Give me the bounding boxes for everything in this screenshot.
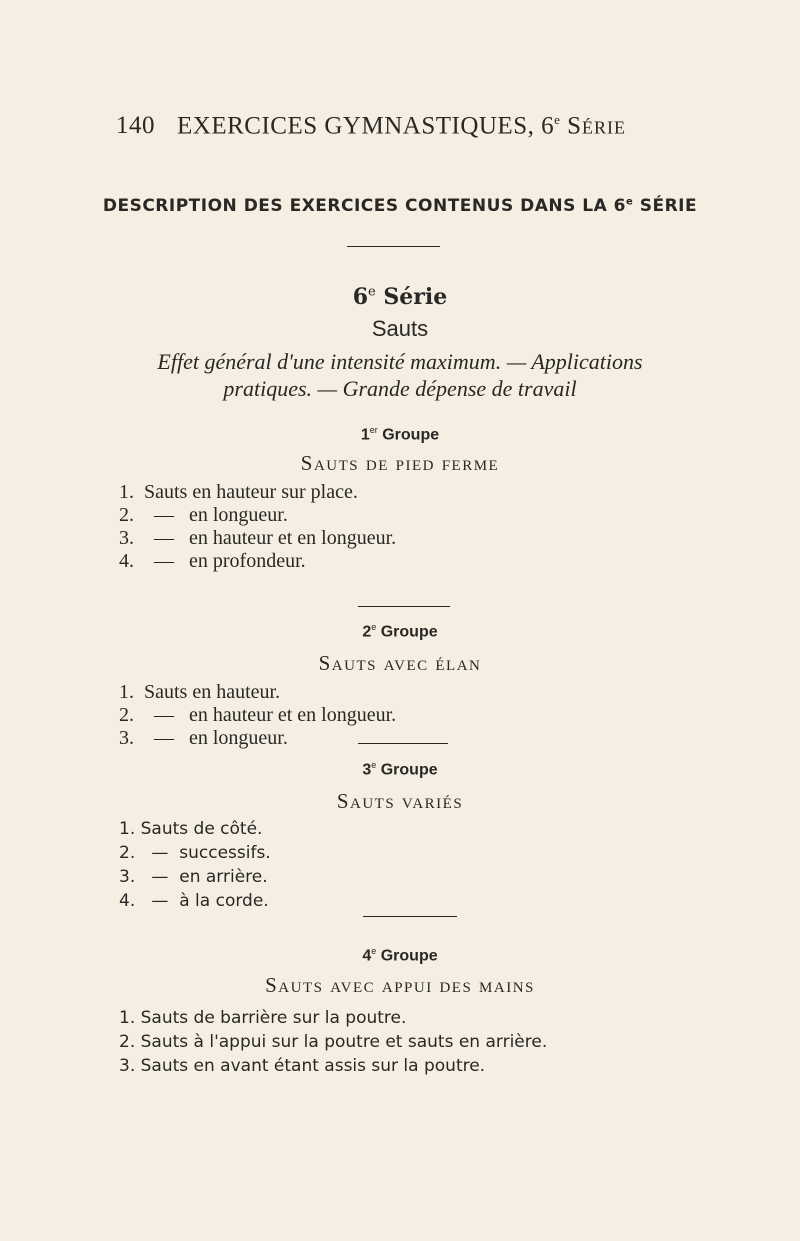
list-item: 2. Sauts à l'appui sur la poutre et sauts en arrière. — [119, 1032, 548, 1052]
group-4-label — [0, 946, 800, 965]
serie-label: Série — [383, 284, 448, 310]
group-1-list — [119, 481, 396, 573]
section-title: Sauts — [371, 316, 429, 341]
divider — [358, 743, 448, 744]
group-sup: e — [371, 946, 377, 956]
group-4-title: Sauts avec appui des mains — [265, 973, 535, 997]
effect-line-2: pratiques. — Grande dépense de travail — [223, 376, 577, 401]
divider — [347, 246, 440, 247]
list-item: 1. Sauts de côté. — [119, 819, 263, 839]
group-3-label — [0, 760, 800, 779]
list-item: 4. — en profondeur. — [119, 550, 306, 572]
effect-line-1: Effet général d'une intensité maximum. — Applications — [157, 349, 643, 374]
description-sup: e — [626, 196, 634, 208]
group-word: Groupe — [382, 426, 440, 444]
serie-number: 6 — [352, 284, 369, 310]
group-2-label — [0, 622, 800, 641]
list-item: 3. — en arrière. — [119, 867, 268, 887]
group-number: 1 — [360, 426, 370, 444]
list-item: 1. Sauts en hauteur sur place. — [119, 481, 358, 503]
group-1-title: Sauts de pied ferme — [300, 451, 500, 475]
group-3-list — [119, 817, 271, 913]
group-number: 4 — [362, 947, 372, 965]
serie-heading — [0, 284, 800, 310]
page-number: 140 — [116, 112, 155, 140]
group-2-title: Sauts avec élan — [318, 651, 482, 675]
group-2-list — [119, 681, 396, 750]
group-1-label — [0, 425, 800, 444]
group-4-list — [119, 1006, 547, 1078]
list-item: 2. — en hauteur et en longueur. — [119, 704, 397, 726]
list-item: 3. — en hauteur et en longueur. — [119, 527, 397, 549]
running-head — [116, 112, 626, 140]
list-item: 3. Sauts en avant étant assis sur la poutre. — [119, 1056, 486, 1076]
description-title — [0, 196, 800, 216]
group-word: Groupe — [380, 947, 438, 965]
description-suffix: SÉRIE — [633, 196, 698, 216]
list-item: 1. Sauts en hauteur. — [119, 681, 281, 703]
group-number: 3 — [362, 761, 372, 779]
description-text: DESCRIPTION DES EXERCICES CONTENUS DANS LA 6 — [102, 196, 627, 216]
group-number: 2 — [362, 623, 372, 641]
list-item: 2. — en longueur. — [119, 504, 288, 526]
divider — [363, 916, 457, 917]
list-item: 3. — en longueur. — [119, 727, 288, 749]
list-item: 2. — successifs. — [119, 843, 271, 863]
list-item: 4. — à la corde. — [119, 891, 269, 911]
list-item: 1. Sauts de barrière sur la poutre. — [119, 1008, 407, 1028]
serie-sup: e — [368, 284, 376, 300]
header-title-sup: e — [554, 112, 561, 127]
group-word: Groupe — [380, 623, 438, 641]
group-word: Groupe — [380, 761, 438, 779]
header-title: EXERCICES GYMNASTIQUES, 6 — [177, 112, 555, 140]
group-sup: er — [369, 425, 378, 435]
group-sup: e — [371, 622, 377, 632]
group-sup: e — [371, 760, 377, 770]
group-3-title: Sauts variés — [336, 789, 464, 813]
divider — [358, 606, 450, 607]
header-title-suffix: Série — [567, 112, 627, 140]
